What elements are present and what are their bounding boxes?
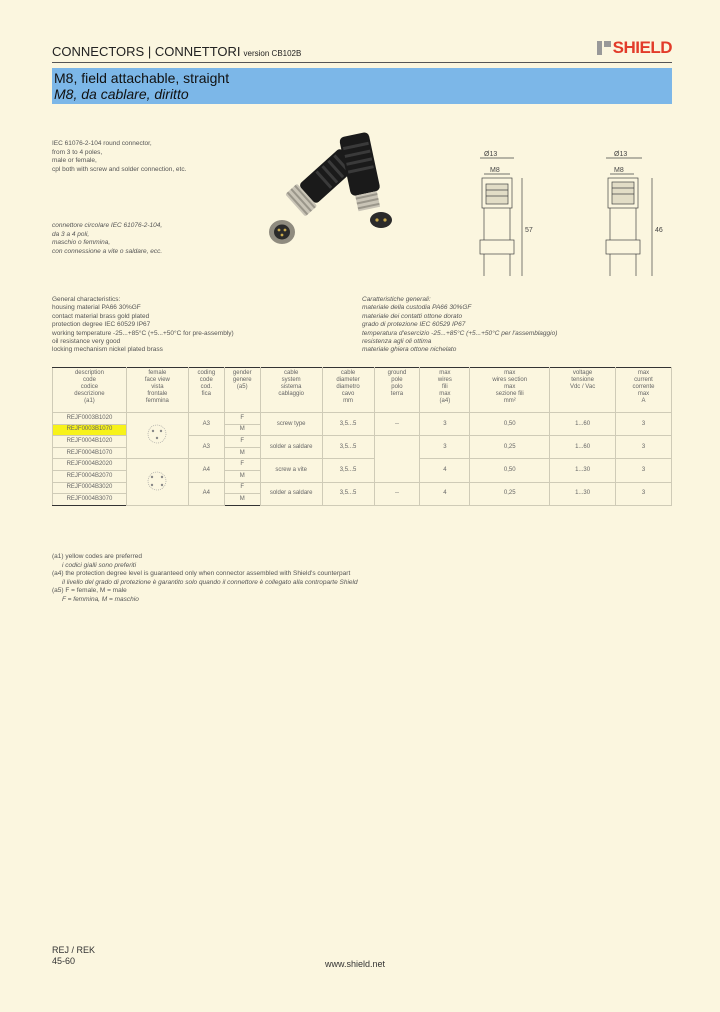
char-line: housing material PA66 30%GF (52, 304, 141, 312)
coding-cell: A4 (188, 482, 224, 505)
char-line: working temperature -25...+85°C (+5...+50°C for pre-assembly) (52, 329, 234, 337)
gender-cell: F (224, 459, 260, 471)
coding-cell: A4 (188, 459, 224, 482)
male-connector-image (339, 132, 392, 228)
max-wires-cell: 3 (420, 436, 470, 459)
male-drawing (606, 158, 652, 276)
gender-cell: M (224, 470, 260, 482)
dimension-drawings (462, 144, 672, 280)
desc-line: maschio o femmina, (52, 239, 111, 247)
dim-diameter-m: Ø13 (614, 151, 628, 158)
female-drawing (480, 158, 522, 276)
th-ground-pole: ground pole polo terra (374, 368, 420, 413)
gender-cell: M (224, 447, 260, 459)
header-version: version CB102B (243, 49, 302, 58)
product-code[interactable]: REJF0004B3070 (53, 494, 127, 506)
th-cable-system: cable system sistema cablaggio (260, 368, 322, 413)
description-en (52, 140, 242, 174)
char-line: grado di protezione IEC 60529 IP67 (362, 321, 466, 329)
dim-thread-f: M8 (490, 167, 500, 174)
char-line: locking mechanism nickel plated brass (52, 346, 163, 354)
voltage-cell: 1...60 (550, 436, 616, 459)
table-header-row (53, 368, 672, 413)
face-view-3pole (126, 413, 188, 459)
pin-layout-4pole-icon (137, 468, 177, 494)
char-line: protection degree IEC 60529 IP67 (52, 321, 151, 329)
th-wire-section: max wires section max sezione fili mm² (470, 368, 550, 413)
desc-line: da 3 a 4 poli, (52, 230, 90, 238)
product-code[interactable]: REJF0004B1070 (53, 447, 127, 459)
th-current: max current corrente max A (616, 368, 672, 413)
dim-thread-m: M8 (614, 167, 624, 174)
char-line: materiale ghiera ottone nichelato (362, 346, 457, 354)
ground-pole-cell: -- (374, 482, 420, 505)
product-code[interactable]: REJF0004B2020 (53, 459, 127, 471)
current-cell: 3 (616, 482, 672, 505)
wire-section-cell: 0,25 (470, 436, 550, 459)
cable-system-cell: solder a saldare (260, 436, 322, 459)
product-code[interactable]: REJF0004B3020 (53, 482, 127, 494)
brand-logo (597, 38, 672, 58)
note-it: i codici gialli sono preferiti (62, 561, 137, 569)
th-description: description code codice descrizione (a1) (53, 368, 127, 413)
note-it: F = femmina, M = maschio (62, 595, 139, 603)
ground-pole-cell: -- (374, 413, 420, 436)
char-line: resistenza agli oli ottima (362, 338, 432, 346)
desc-line: cpl both with screw and solder connection, etc. (52, 165, 187, 173)
footer-url[interactable]: www.shield.net (325, 959, 386, 969)
page-number: 45-60 (52, 956, 76, 966)
cable-system-cell: solder a saldare (260, 482, 322, 505)
dim-length-m: 46 (655, 227, 663, 234)
table-notes (52, 553, 358, 604)
wire-section-cell: 0,25 (470, 482, 550, 505)
product-photo (232, 128, 442, 268)
desc-line: male or female, (52, 157, 97, 165)
char-line: temperatura d'esercizio -25...+85°C (+5...+50°C per l'assemblaggio) (362, 329, 558, 337)
product-code[interactable]: REJF0004B1020 (53, 436, 127, 448)
dim-diameter-f: Ø13 (484, 151, 498, 158)
desc-line: con connessione a vite o saldare, ecc. (52, 247, 163, 255)
th-max-wires: max wires fili max (a4) (420, 368, 470, 413)
table-row (53, 413, 672, 425)
gender-cell: F (224, 482, 260, 494)
page-header (52, 44, 301, 59)
char-line: oil resistance very good (52, 338, 121, 346)
th-cable-diameter: cable diameter diametro cavo mm (322, 368, 374, 413)
wire-section-cell: 0,50 (470, 459, 550, 482)
title-en: M8, field attachable, straight (54, 70, 230, 86)
th-gender: gender genere (a5) (224, 368, 260, 413)
coding-cell: A3 (188, 436, 224, 459)
th-voltage: voltage tensione Vdc / Vac (550, 368, 616, 413)
max-wires-cell: 3 (420, 413, 470, 436)
gender-cell: M (224, 494, 260, 506)
desc-line: connettore circolare IEC 61076-2-104, (52, 222, 163, 229)
brand-name: SHIELD (612, 38, 672, 57)
desc-line: IEC 61076-2-104 round connector, (52, 140, 152, 147)
char-line: materiale dei contatti ottone dorato (362, 312, 463, 320)
note: (a4) the protection degree level is guaranteed only when connector assembled with Shield's counterpart (52, 570, 351, 577)
series-label: REJ / REK (52, 945, 96, 955)
shield-logo-icon (597, 41, 611, 55)
char-line: Caratteristiche generali: (362, 296, 431, 303)
voltage-cell: 1...30 (550, 482, 616, 505)
voltage-cell: 1...60 (550, 413, 616, 436)
ground-pole-cell (374, 436, 420, 482)
coding-cell: A3 (188, 413, 224, 436)
cable-system-cell: screw a vite (260, 459, 322, 482)
th-coding: coding code cod. fica (188, 368, 224, 413)
desc-line: from 3 to 4 poles, (52, 148, 103, 156)
char-line: General characteristics: (52, 296, 121, 303)
gender-cell: F (224, 436, 260, 448)
char-line: materiale della custodia PA66 30%GF (362, 304, 472, 312)
max-wires-cell: 4 (420, 459, 470, 482)
cable-diameter-cell: 3,5...5 (322, 436, 374, 459)
cable-diameter-cell: 3,5...5 (322, 459, 374, 482)
note-it: il livello del grado di protezione è garantito solo quando il connettore è collegato alla controparte Shield (62, 578, 358, 586)
cable-system-cell: screw type (260, 413, 322, 436)
header-title: CONNECTORS | CONNETTORI (52, 44, 241, 59)
pin-layout-3pole-icon (137, 421, 177, 447)
th-face-view: female face view vista frontale femmina (126, 368, 188, 413)
current-cell: 3 (616, 436, 672, 459)
product-code[interactable]: REJF0004B2070 (53, 470, 127, 482)
header-rule (52, 62, 672, 63)
characteristics-en (52, 296, 352, 355)
wire-section-cell: 0,50 (470, 413, 550, 436)
char-line: contact material brass gold plated (52, 312, 150, 320)
table-row (53, 459, 672, 471)
characteristics-it (362, 296, 672, 355)
dim-length-f: 57 (525, 227, 533, 234)
title-it: M8, da cablare, diritto (54, 86, 189, 102)
gender-cell: F (224, 413, 260, 425)
title-band (52, 68, 672, 104)
product-code[interactable]: REJF0003B1020 (53, 413, 127, 425)
note: (a5) F = female, M = male (52, 587, 127, 594)
spec-table (52, 367, 672, 506)
max-wires-cell: 4 (420, 482, 470, 505)
face-view-4pole (126, 459, 188, 505)
gender-cell: M (224, 424, 260, 436)
description-it (52, 222, 242, 256)
cable-diameter-cell: 3,5...5 (322, 413, 374, 436)
cable-diameter-cell: 3,5...5 (322, 482, 374, 505)
product-code-preferred[interactable]: REJF0003B1070 (53, 424, 127, 436)
current-cell: 3 (616, 459, 672, 482)
voltage-cell: 1...30 (550, 459, 616, 482)
note: (a1) yellow codes are preferred (52, 553, 142, 560)
current-cell: 3 (616, 413, 672, 436)
footer-series (52, 945, 95, 967)
